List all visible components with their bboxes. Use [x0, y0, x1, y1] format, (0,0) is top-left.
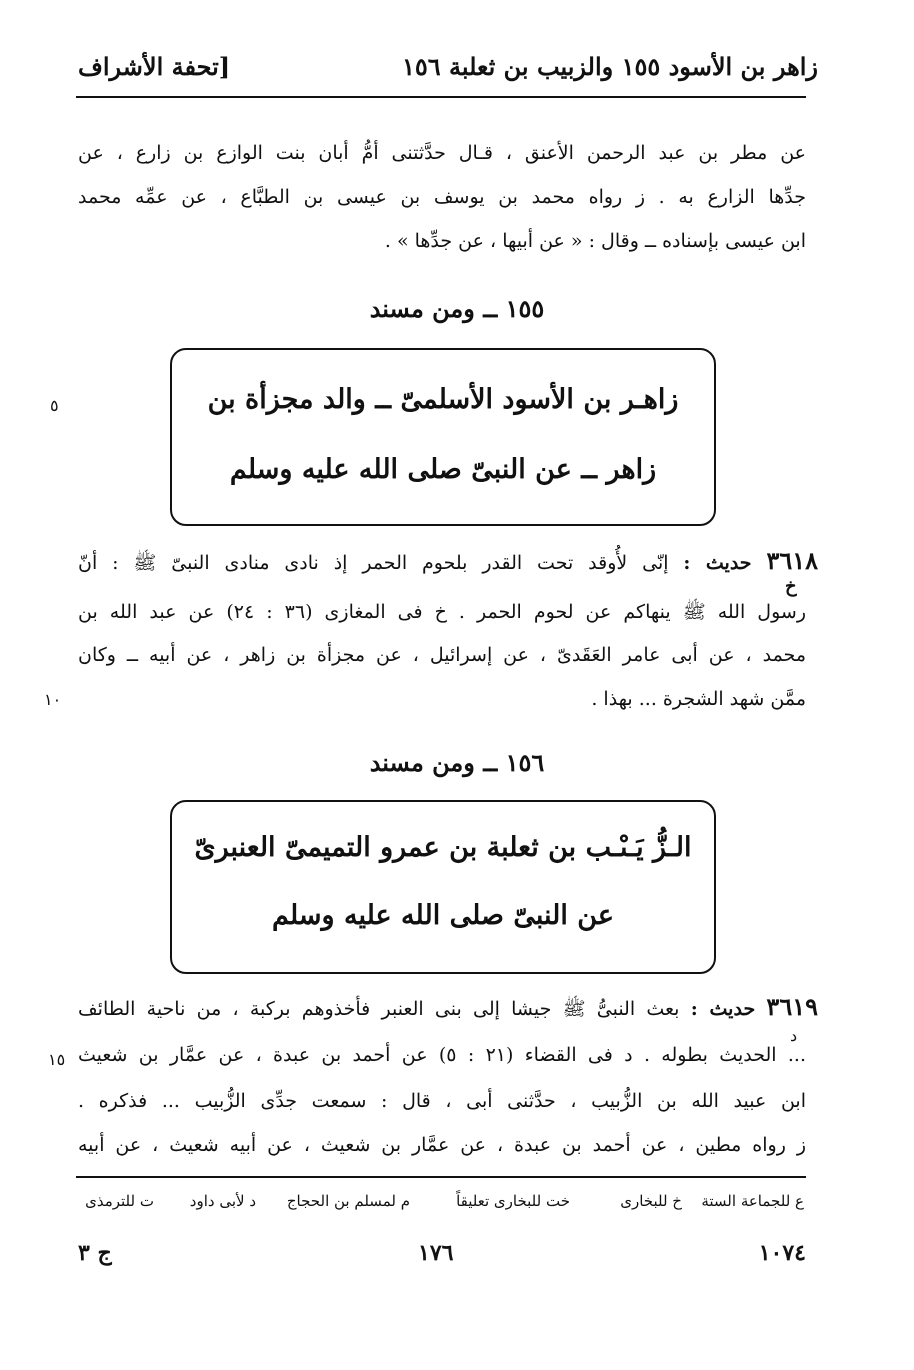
hadith-3619-side-mark: د [790, 1026, 798, 1045]
intro-line-1: عن مطر بن عبد الرحمن الأعنق ، قـال حدَّثتنى أمُّ أبان بنت الوازع بن زارع ، عن [78, 142, 806, 164]
running-header-title: زاهر بن الأسود ١٥٥ والزبيب بن ثعلبة ١٥٦ [401, 52, 818, 81]
page-number-sequence: ١٠٧٤ [758, 1240, 806, 1266]
hadith-3618-line-4: ممَّن شهد الشجرة ... بهذا . [591, 688, 806, 710]
hadith-3618-line-3: محمد ، عن أبى عامر العَقَدىّ ، عن إسرائيل ، عن مجزأة بن زاهر ، عن أبيه ــ وكان [78, 644, 806, 666]
section-155-box-line-2: زاهر ــ عن النبىّ صلى الله عليه وسلم [229, 454, 657, 485]
abbr-jamaa: ع للجماعة الستة [701, 1192, 804, 1210]
hadith-3618-label: حديث : [683, 552, 752, 574]
running-header-book: [تحفة الأشراف [78, 52, 231, 81]
hadith-3619-line-3: ابن عبيد الله بن الزُّبيب ، حدَّثنى أبى ، قال : سمعت جدِّى الزُّبيب ... فذكره . [78, 1090, 806, 1112]
section-155-box [170, 348, 716, 526]
hadith-3619-line-2: ... الحديث بطوله . د فى القضاء (٢١ : ٥) عن أحمد بن عبدة ، عن عمَّار بن شعيث [78, 1044, 806, 1066]
hadith-3619-line-1 [78, 992, 818, 1025]
abbr-abu-dawud: د لأبى داود [189, 1192, 256, 1210]
section-156-box-line-1: الـزُّ يَـىْـب بن ثعلبة بن عمرو التميمىّ العنبرىّ [194, 832, 692, 863]
section-155-title: ١٥٥ ــ ومن مسند [369, 294, 545, 323]
intro-line-3: ابن عيسى بإسناده ــ وقال : « عن أبيها ، عن جدِّها » . [384, 230, 806, 252]
margin-line-number-15: ١٥ [48, 1050, 66, 1069]
section-156-box [170, 800, 716, 974]
footer-rule [76, 1176, 806, 1178]
abbr-bukhari: خ للبخارى [620, 1192, 682, 1210]
hadith-3619-line-4: ز رواه مطين ، عن أحمد بن عبدة ، عن عمَّار بن شعيث ، عن أبيه شعيث ، عن أبيه [78, 1134, 806, 1156]
section-156-box-line-2: عن النبىّ صلى الله عليه وسلم [272, 900, 614, 931]
volume-number: ج ٣ [78, 1240, 112, 1266]
abbr-muslim: م لمسلم بن الحجاج [286, 1192, 410, 1210]
abbr-tirmidhi: ت للترمذى [85, 1192, 154, 1210]
section-156-title: ١٥٦ ــ ومن مسند [369, 748, 545, 777]
hadith-3618-number: ٣٦١٨ [766, 546, 818, 575]
hadith-3618-line-1 [78, 546, 818, 579]
hadith-3618-text-1: إنّى لأُوقد تحت القدر بلحوم الحمر إذ نادى منادى النبىّ ﷺ : أنّ [78, 552, 669, 574]
page-number: ١٧٦ [418, 1240, 454, 1266]
intro-line-2: جدِّها الزارع به . ز رواه محمد بن يوسف بن عيسى بن الطبَّاع ، عن عمِّه محمد [78, 186, 806, 208]
hadith-3619-label: حديث : [690, 998, 756, 1020]
abbr-bukhari-taliqan: خت للبخارى تعليقاً [456, 1192, 570, 1210]
hadith-3618-side-mark: خ [785, 576, 797, 597]
header-rule [76, 96, 806, 98]
hadith-3619-text-1: بعث النبىُّ ﷺ جيشا إلى بنى العنبر فأخذوهم بركبة ، من ناحية الطائف [78, 998, 680, 1020]
section-155-box-line-1: زاهـر بن الأسود الأسلمىّ ــ والد مجزأة بن [207, 384, 679, 415]
hadith-3618-line-2: رسول الله ﷺ ينهاكم عن لحوم الحمر . خ فى المغازى (٣٦ : ٢٤) عن عبد الله بن [78, 601, 806, 623]
margin-line-number-5: ٥ [50, 396, 59, 415]
margin-line-number-10: ١٠ [44, 690, 62, 709]
hadith-3619-number: ٣٦١٩ [766, 992, 818, 1021]
